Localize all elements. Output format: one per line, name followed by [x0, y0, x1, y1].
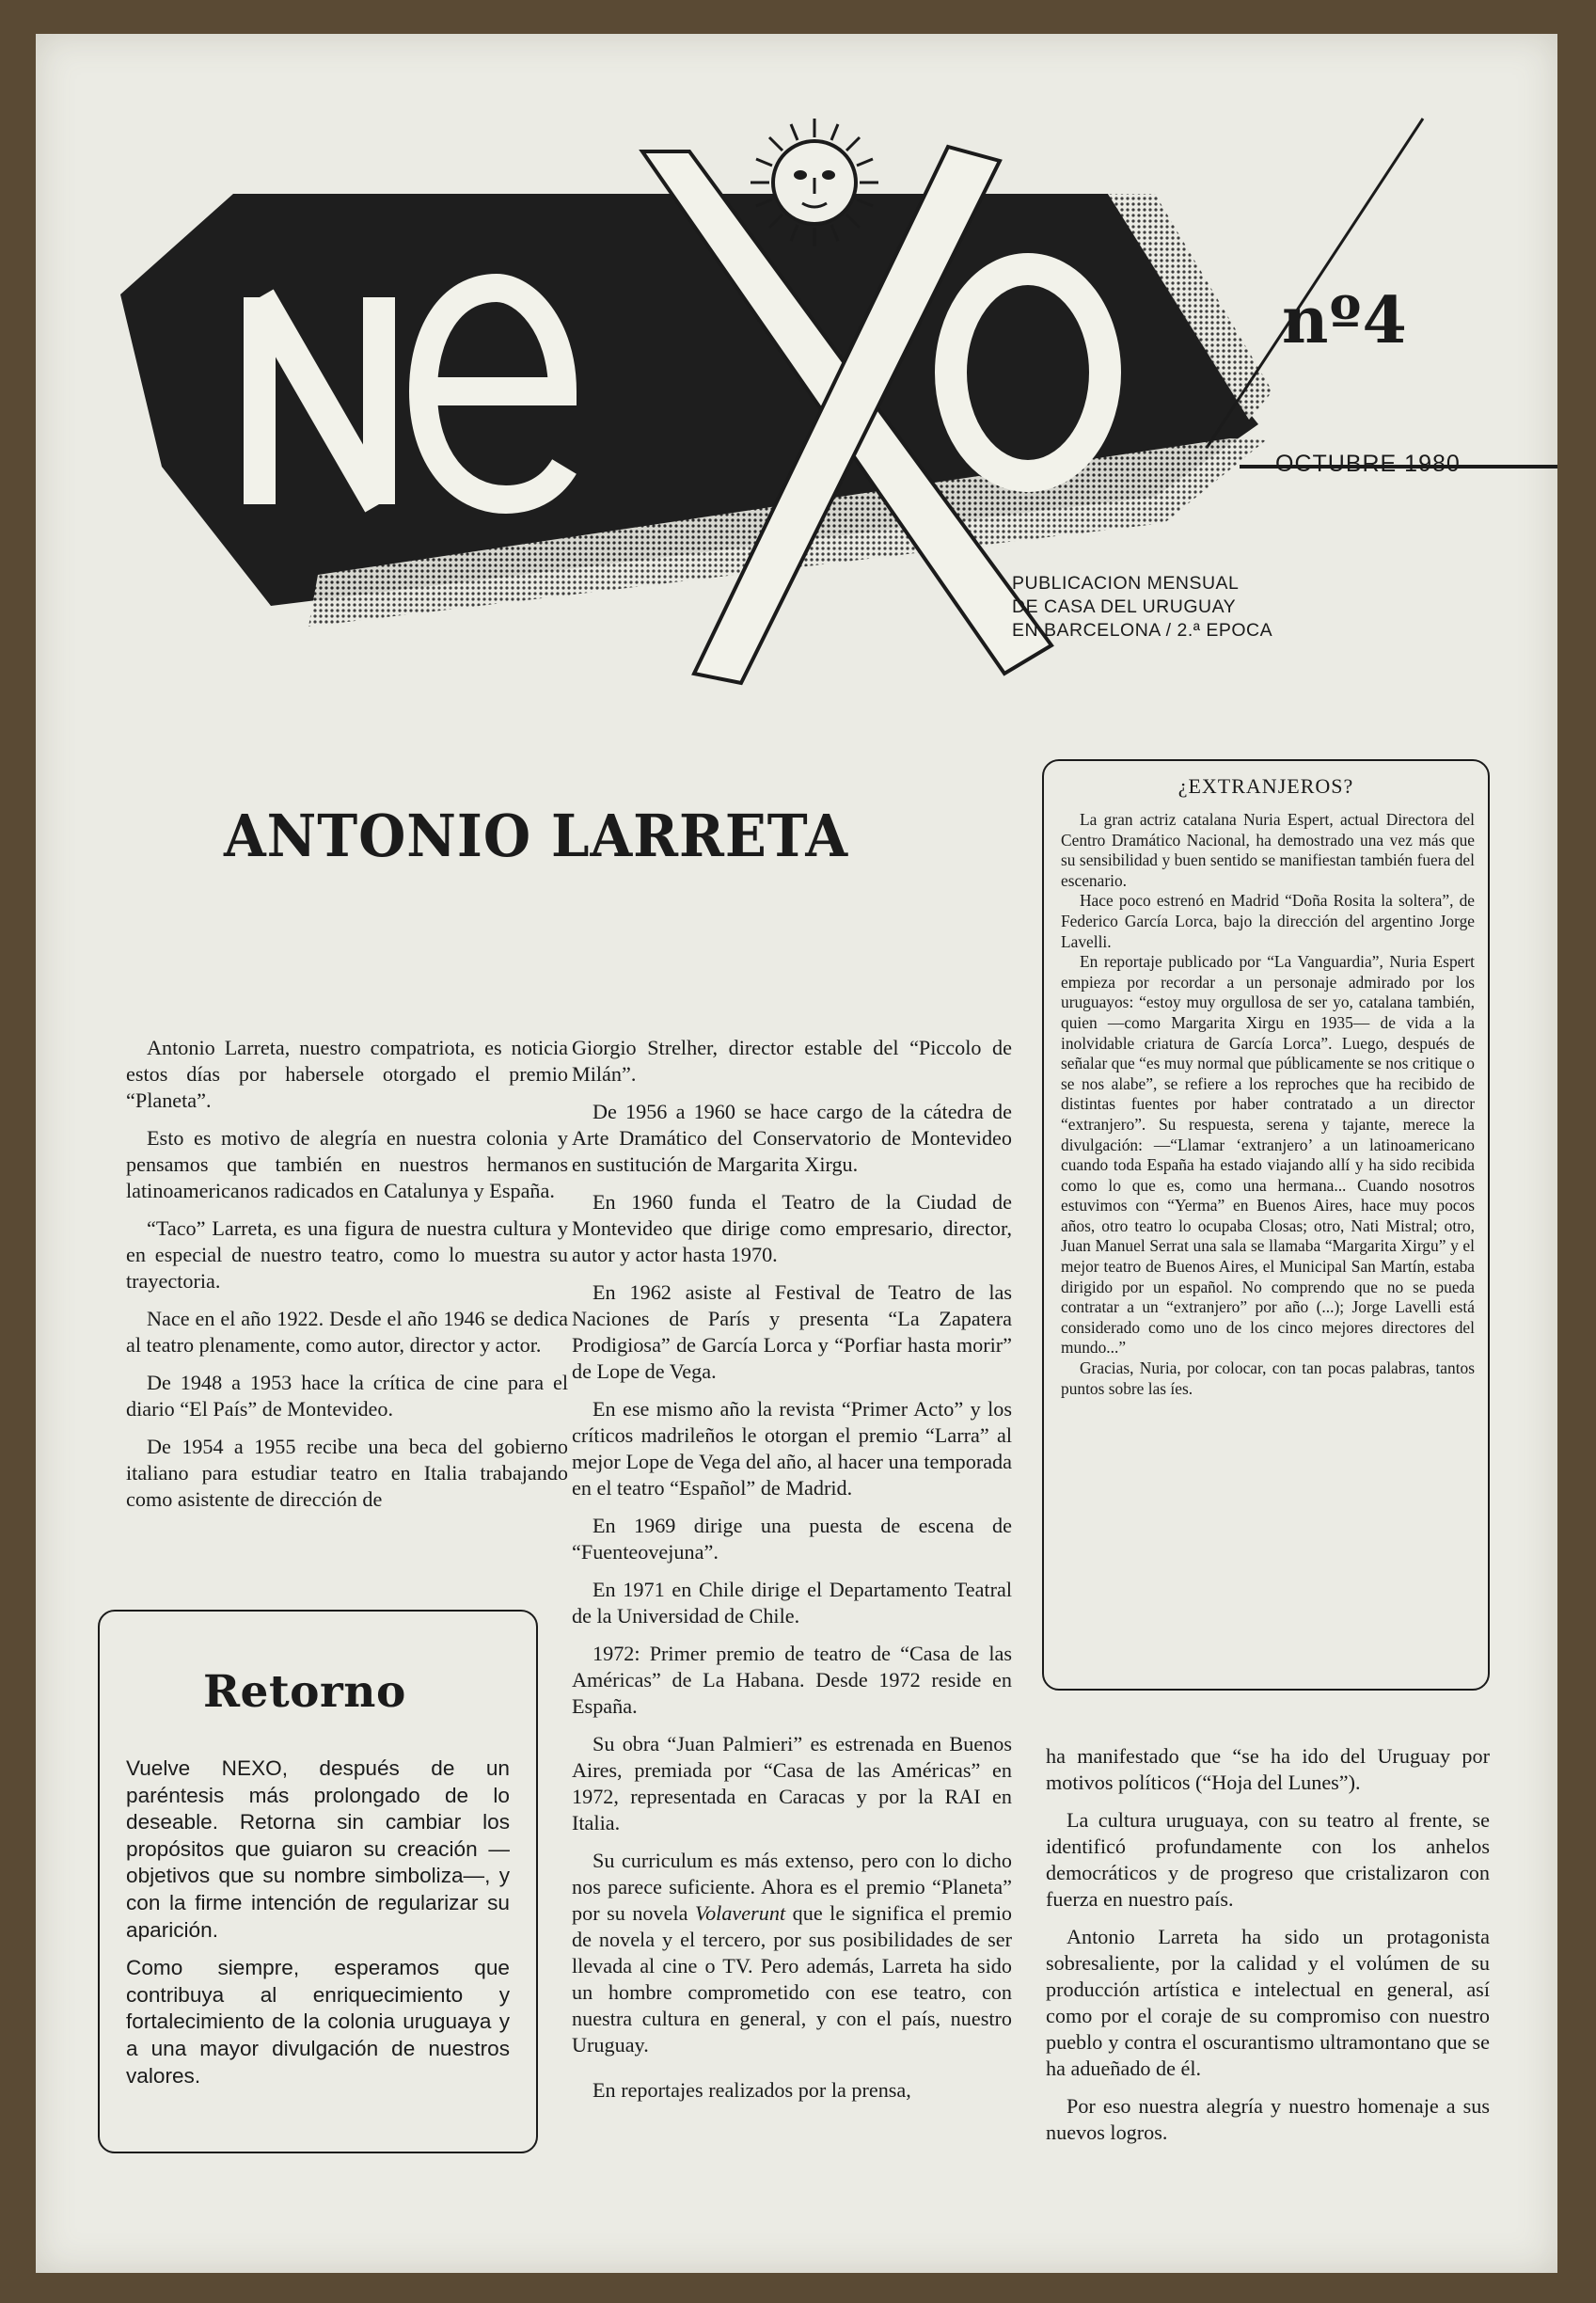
article-paragraph: La cultura uruguaya, con su teatro al frente, se identificó profundamente con los anhelos democráticos y de progreso que cristalizaron con fuerza en nuestro país. — [1046, 1808, 1490, 1911]
issue-date: OCTUBRE 1980 — [1275, 451, 1461, 477]
article-paragraph: ha manifestado que “se ha ido del Uruguay por motivos políticos (“Hoja del Lunes”). — [1046, 1744, 1490, 1794]
retorno-box — [98, 1610, 538, 2153]
article-title: ANTONIO LARRETA — [224, 802, 849, 870]
issue-number: nº4 — [1282, 283, 1408, 358]
extranjeros-sidebar-box — [1042, 759, 1490, 1691]
retorno-paragraph: Vuelve NEXO, después de un paréntesis más prolongado de lo deseable. Retorna sin cambiar los propósitos que guiaron su creación —objetivos que su nombre simboliza—, y con la firme intención de regularizar su aparición. — [126, 1756, 510, 1942]
retorno-title: Retorno — [203, 1666, 406, 1718]
article-paragraph: Nace en el año 1922. Desde el año 1946 se dedica al teatro plenamente, como autor, director y actor. — [126, 1307, 568, 1357]
article-paragraph: Giorgio Strelher, director estable del “Piccolo de Milán”. — [572, 1036, 1012, 1086]
article-paragraph: Antonio Larreta ha sido un protagonista sobresaliente, por la calidad y el volúmen de su producción artística e intelectual en general, así como por el coraje de su compromiso con nuestro pueblo y contra el oscurantismo ultramontano que se ha adueñado de él. — [1046, 1925, 1490, 2080]
article-paragraph: “Taco” Larreta, es una figura de nuestra cultura y en especial de nuestro teatro, como lo muestra su trayectoria. — [126, 1216, 568, 1293]
article-paragraph — [572, 1848, 1012, 2058]
novel-title: Volaverunt — [694, 1901, 786, 1925]
article-paragraph: Por eso nuestra alegría y nuestro homenaje a sus nuevos logros. — [1046, 2094, 1490, 2144]
article-column-1 — [126, 1035, 568, 1524]
article-paragraph: En 1971 en Chile dirige el Departamento Teatral de la Universidad de Chile. — [572, 1578, 1012, 1628]
sidebar-paragraph: Hace poco estrenó en Madrid “Doña Rosita la soltera”, de Federico García Lorca, bajo la dirección del argentino Jorge Lavelli. — [1061, 891, 1475, 951]
article-paragraph: En 1969 dirige una puesta de escena de “Fuenteovejuna”. — [572, 1514, 1012, 1564]
article-paragraph: En 1960 funda el Teatro de la Ciudad de Montevideo que dirige como empresario, director, autor y actor hasta 1970. — [572, 1190, 1012, 1266]
sidebar-body — [1061, 810, 1475, 1399]
article-paragraph: Antonio Larreta, nuestro compatriota, es noticia estos días por habersele otorgado el premio “Planeta”. — [126, 1036, 568, 1112]
article-paragraph: De 1956 a 1960 se hace cargo de la cátedra de Arte Dramático del Conservatorio de Montevideo en sustitución de Margarita Xirgu. — [572, 1100, 1012, 1176]
newsletter-page — [36, 34, 1557, 2273]
sidebar-paragraph: En reportaje publicado por “La Vanguardia”, Nuria Espert empieza por recordar a un personaje admirado por los uruguayos: “estoy muy orgullosa de ser yo, catalana también, quien —como Margarita Xirgu en 1935— de vida a la inolvidable criatura de García Lorca”. Luego, después de señalar que “es muy normal que públicamente se nos critique o se nos alabe”, se refiere a los reproches que ha recibido de distintas fuentes por haber contratado a un director “extranjero”. Su respuesta, serena y tajante, merece la divulgación: —“Llamar ‘extranjero’ a un latinoamericano cuando toda España ha estado viajando allí y ha sido recibida como lo que es, como una hermana... Cuando nosotros estuvimos con “Yerma” en Buenos Aires, hace muy pocos años, otro teatro lo ocupaba Closas; otro, Nati Mistral; otro, Juan Manuel Serrat una sala se llamaba “Margarita Xirgu” y el mejor teatro de Buenos Aires, el Municipal San Martín, estaba dirigido por un español. No comprendo que no se pueda contratar a un “extranjero” por año (...); Jorge Lavelli está considerado como uno de los cinco mejores directores del mundo...” — [1061, 952, 1475, 1358]
paragraph-text: Su curriculum es más extenso, pero con lo dicho nos parece suficiente. Ahora es el premio “Planeta” por su novela — [572, 1849, 1012, 1925]
sidebar-title: ¿EXTRANJEROS? — [1177, 774, 1354, 798]
pub-info-line: PUBLICACION MENSUAL — [1012, 573, 1240, 594]
publication-info — [1012, 572, 1272, 643]
sidebar-paragraph: Gracias, Nuria, por colocar, con tan pocas palabras, tantos puntos sobre las íes. — [1061, 1358, 1475, 1398]
sidebar-paragraph: La gran actriz catalana Nuria Espert, actual Directora del Centro Dramático Nacional, ha demostrado una vez más que su sensibilidad y buen sentido se manifiestan también fuera del escenario. — [1061, 810, 1475, 890]
paragraph-text: que le significa el premio de novela y el tercero, por sus posibilidades de ser llevada al cine o TV. Pero además, Larreta ha sido un hombre comprometido con ese teatro, con nuestra cultura en general, y con el país, nuestro Uruguay. — [572, 1901, 1012, 2057]
article-paragraph: Su obra “Juan Palmieri” es estrenada en Buenos Aires, premiada por “Casa de las Américas” en 1972, representada en Caracas y por la RAI en Italia. — [572, 1732, 1012, 1834]
retorno-body — [126, 1755, 510, 2089]
pub-info-line: EN BARCELONA / 2.ª EPOCA — [1012, 620, 1273, 641]
retorno-paragraph: Como siempre, esperamos que contribuya al enriquecimiento y fortalecimiento de la colonia uruguaya y a una mayor divulgación de nuestros valores. — [126, 1956, 510, 2088]
article-column-2 — [572, 1035, 1012, 2115]
article-paragraph: En ese mismo año la revista “Primer Acto” y los críticos madrileños le otorgan el premio “Larra” al mejor Lope de Vega del año, al hacer una temporada en el teatro “Español” de Madrid. — [572, 1397, 1012, 1500]
article-paragraph: Esto es motivo de alegría en nuestra colonia y pensamos que también en nuestros hermanos latinoamericanos radicados en Catalunya y España. — [126, 1126, 568, 1202]
article-paragraph: En 1962 asiste al Festival de Teatro de las Naciones de París y presenta “La Zapatera Prodigiosa” de García Lorca y “Porfiar hasta morir” de Lope de Vega. — [572, 1280, 1012, 1383]
nexo-masthead-logo — [120, 71, 1557, 730]
article-paragraph: De 1948 a 1953 hace la crítica de cine para el diario “El País” de Montevideo. — [126, 1371, 568, 1421]
article-paragraph: De 1954 a 1955 recibe una beca del gobierno italiano para estudiar teatro en Italia trabajando como asistente de dirección de — [126, 1435, 568, 1511]
article-paragraph: En reportajes realizados por la prensa, — [593, 2078, 911, 2102]
article-paragraph: 1972: Primer premio de teatro de “Casa de las Américas” de La Habana. Desde 1972 reside en España. — [572, 1642, 1012, 1718]
pub-info-line: DE CASA DEL URUGUAY — [1012, 596, 1237, 617]
article-column-3 — [1046, 1743, 1490, 2157]
